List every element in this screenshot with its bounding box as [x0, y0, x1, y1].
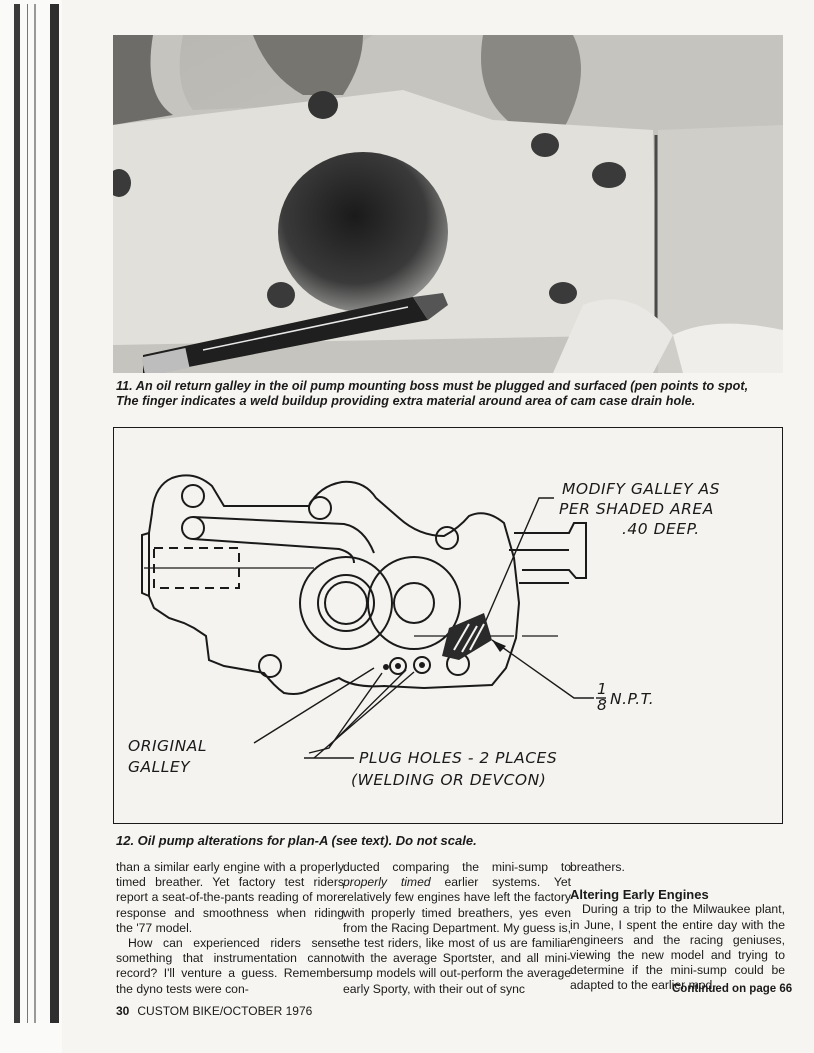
- oil-pump-drawing: [114, 428, 781, 822]
- page-number: 30: [116, 1004, 130, 1018]
- figure-12-caption: 12. Oil pump alterations for plan-A (see text). Do not scale.: [116, 833, 477, 848]
- paragraph-emphasis: properly timed: [343, 875, 431, 890]
- section-heading: Altering Early Engines: [570, 887, 709, 903]
- shaded-galley-area: [442, 613, 492, 660]
- binding-edge-dark: [50, 4, 59, 1023]
- label-modify-galley-3: .40 DEEP.: [622, 520, 700, 538]
- continued-notice: Continued on page 66: [672, 983, 793, 995]
- page-footer: [116, 1004, 312, 1018]
- paragraph-text: ducted comparing the mini-sump to: [343, 860, 571, 874]
- oil-pump-boss-photo: [113, 35, 783, 373]
- bolt-hole: [436, 527, 458, 549]
- label-original-galley-2: GALLEY: [128, 758, 191, 776]
- bolt-hole: [309, 497, 331, 519]
- paragraph: than a similar early engine with a properly timed breather. Yet factory test riders report a seat-of-the-pants reading of more response and smoothness when riding the '77 model.: [116, 860, 344, 935]
- bolt-hole: [182, 517, 204, 539]
- figure-11-caption: [116, 379, 806, 409]
- binding-edge-thin: [34, 4, 36, 1023]
- label-npt: N.P.T.: [610, 690, 655, 708]
- figure-11-photo: [113, 35, 783, 373]
- label-npt-numerator: 1: [597, 680, 608, 698]
- bolt-hole: [182, 485, 204, 507]
- label-npt-denominator: 8: [597, 696, 608, 714]
- label-modify-galley-1: MODIFY GALLEY AS: [562, 480, 720, 498]
- figure-12-diagram: [113, 427, 783, 824]
- binding-edge-dark: [14, 4, 20, 1023]
- label-modify-galley-2: PER SHADED AREA: [559, 500, 714, 518]
- gear-right: [368, 557, 460, 649]
- gear-left: [300, 557, 392, 649]
- paragraph-text: earlier systems. Yet relatively few engines have left the factory with properly timed breathers, yes even from the Racing Department. My guess is, the test riders, like most of us are familiar with the average Sportster, and all mini-sump models will out-perform the average early Sporty, with their out of sync: [343, 875, 571, 996]
- paragraph: During a trip to the Milwaukee plant, in June, I spent the entire day with the engineers and the racing geniuses, viewing the new model and trying to determine if the mini-sump could be adapted to the earlier mod-: [570, 902, 785, 993]
- page-binding: [0, 0, 62, 1053]
- paragraph: breathers.: [570, 860, 625, 874]
- figure-11-caption-line-2: The finger indicates a weld buildup providing extra material around area of cam case drain hole.: [116, 394, 696, 408]
- label-plug-holes-2: (WELDING OR DEVCON): [351, 771, 547, 789]
- paragraph: How can experienced riders sense something that instrumentation cannot record? I'll venture a guess. Remember the dyno tests were con-: [116, 936, 344, 996]
- bolt-hole: [259, 655, 281, 677]
- article-column-1: [116, 860, 344, 997]
- article-column-3: [570, 860, 785, 994]
- paragraph: [343, 860, 571, 997]
- article-column-2: [343, 860, 571, 997]
- publication-name: CUSTOM BIKE/OCTOBER 1976: [137, 1004, 313, 1018]
- binding-edge-thin: [27, 4, 28, 1023]
- figure-11-caption-line-1: 11. An oil return galley in the oil pump mounting boss must be plugged and surfaced (pen points to spot,: [116, 379, 749, 393]
- label-plug-holes-1: PLUG HOLES - 2 PLACES: [359, 749, 558, 767]
- label-original-galley-1: ORIGINAL: [128, 737, 207, 755]
